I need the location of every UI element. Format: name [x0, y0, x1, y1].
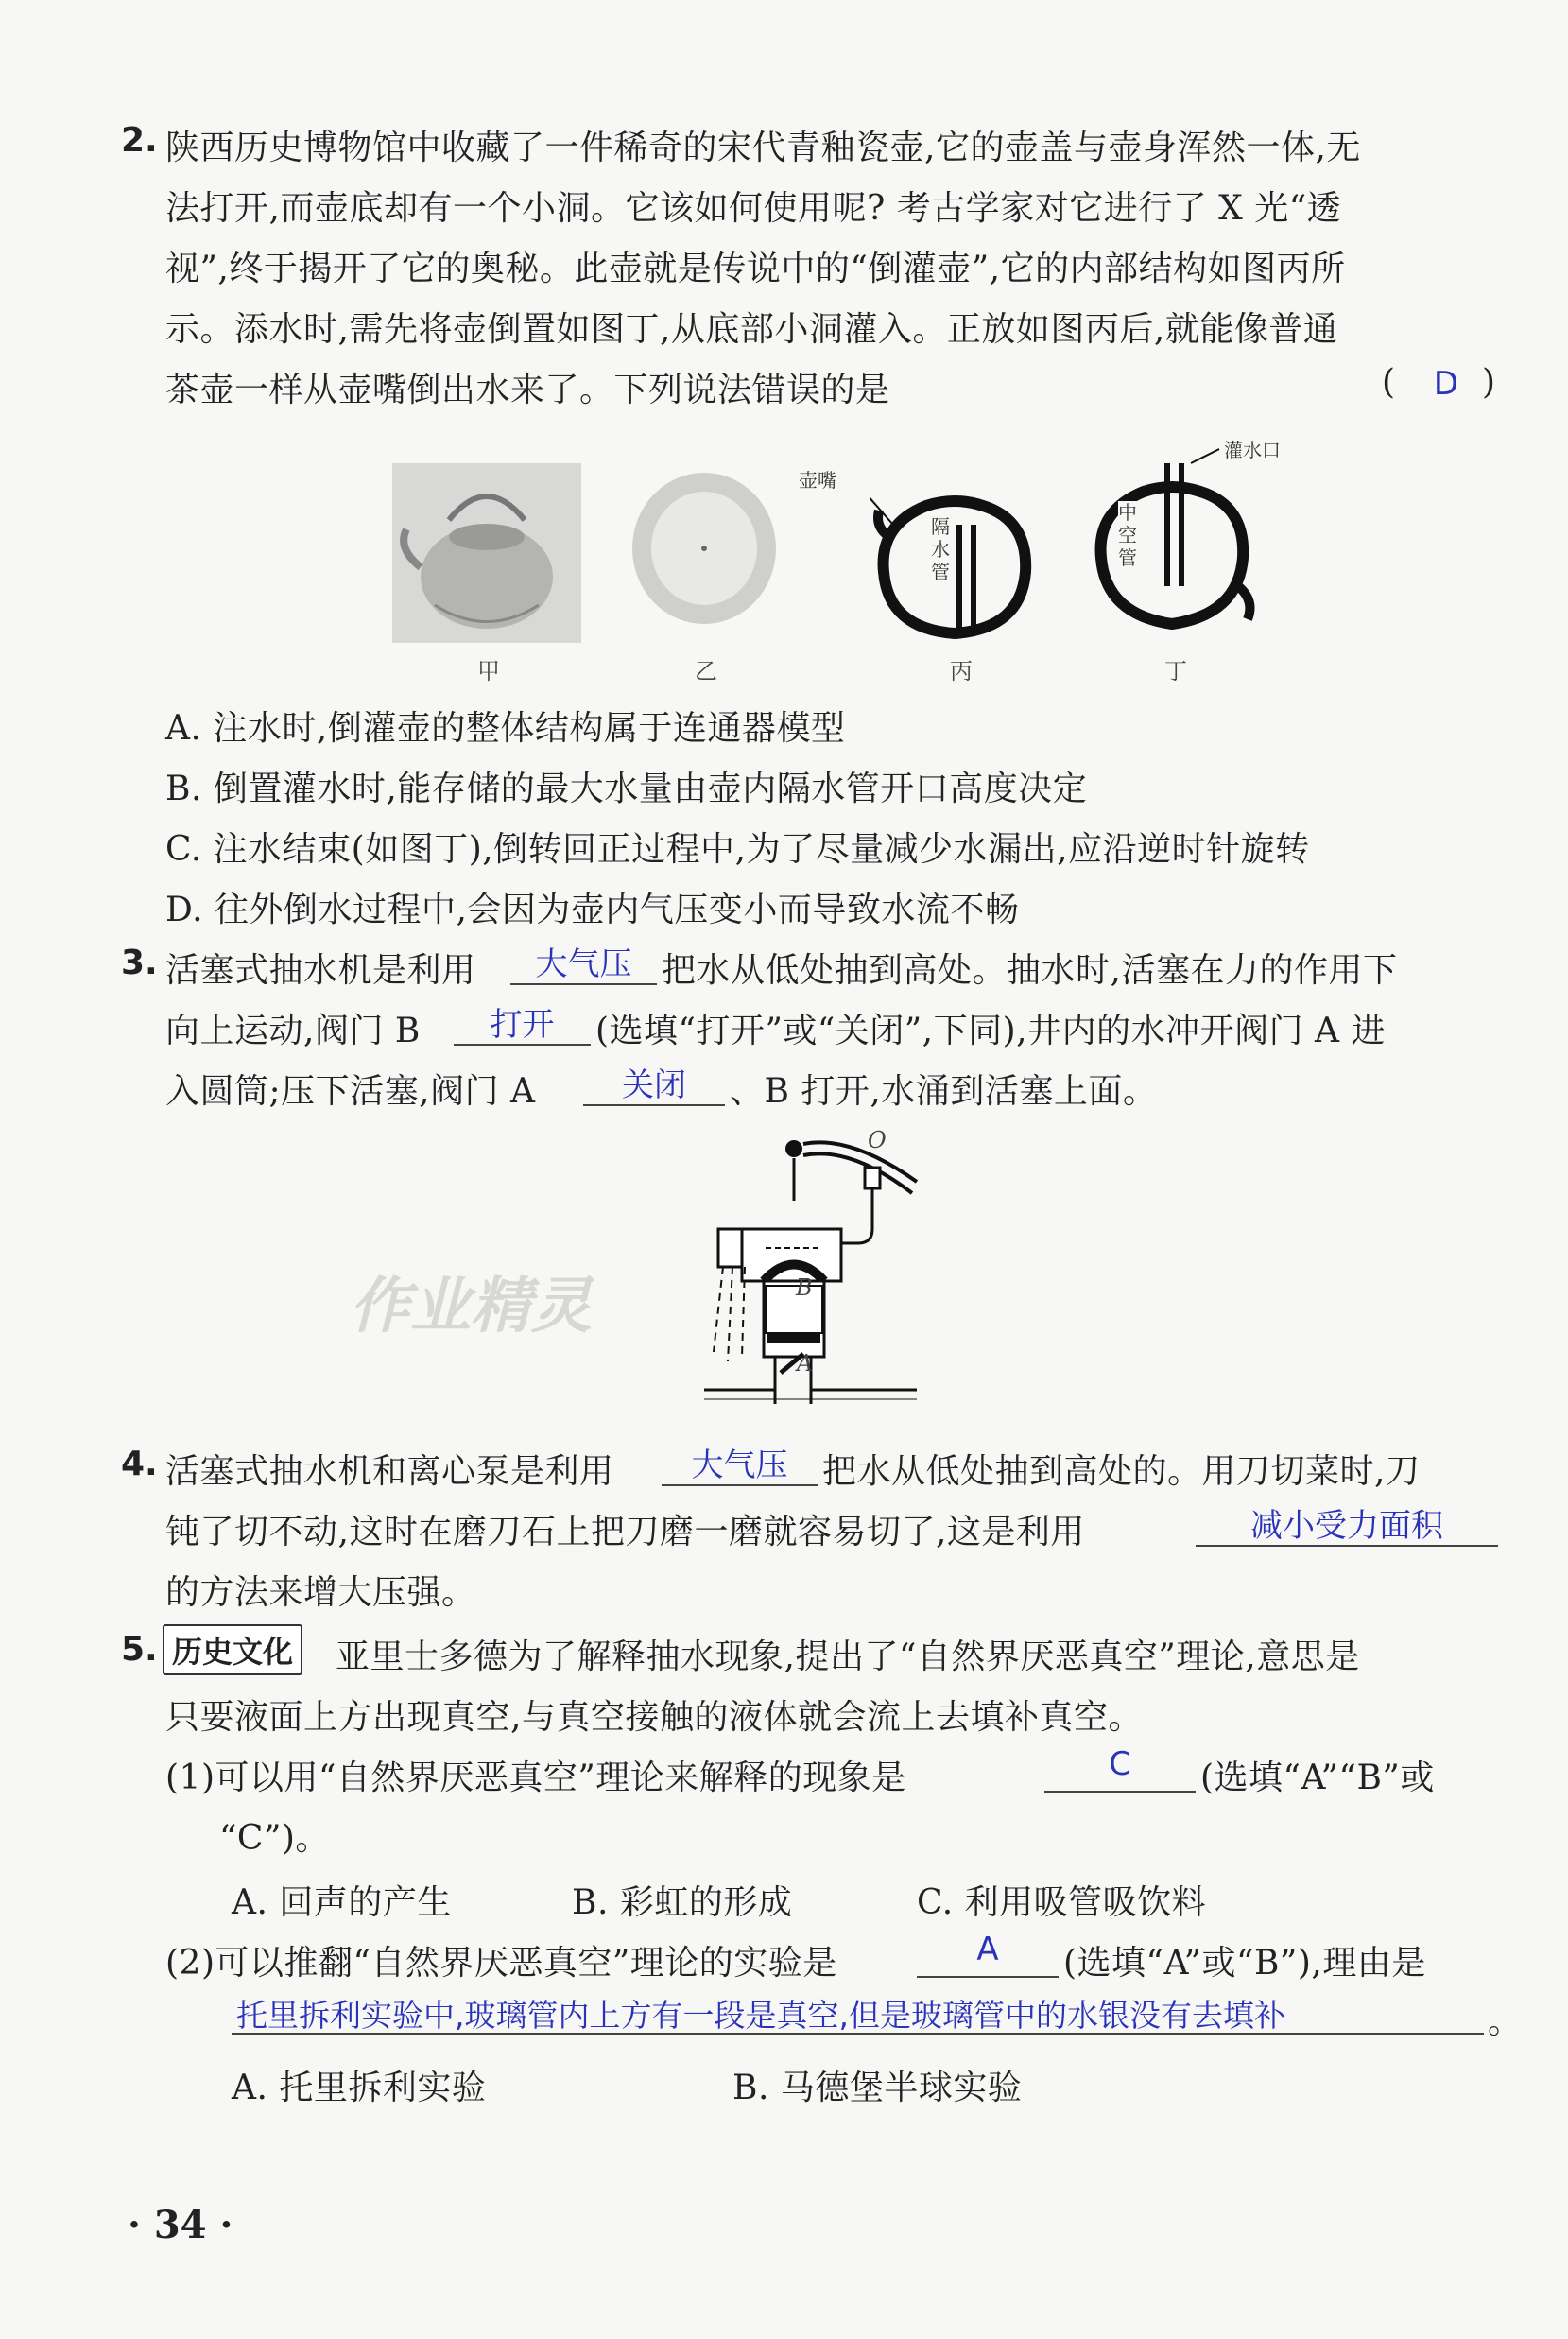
q5-part-2-answer: A — [976, 1931, 999, 1968]
callout-partition: 隔水管 — [931, 515, 950, 583]
q5-part-2-blank — [917, 1976, 1059, 1978]
pump-label-b: B — [796, 1274, 813, 1301]
q5-part-1-option-b: B. 彩虹的形成 — [572, 1883, 793, 1922]
q4-line-1-start: 活塞式抽水机和离心泵是利用 — [165, 1452, 614, 1491]
q3-line-3-start: 入圆筒;压下活塞,阀门 A — [165, 1072, 536, 1111]
q5-part-1-start: (1)可以用“自然界厌恶真空”理论来解释的现象是 — [165, 1759, 906, 1797]
q2-option-b: B. 倒置灌水时,能存储的最大水量由壶内隔水管开口高度决定 — [165, 770, 1088, 808]
q5-part-1-answer: C — [1109, 1745, 1131, 1783]
teapot-bottom-photo-yi — [629, 468, 780, 629]
question-5-number: 5. — [121, 1630, 158, 1669]
page-number: · 34 · — [128, 2203, 233, 2247]
callout-inlet: 灌水口 — [1224, 439, 1281, 461]
figure-label-yi: 乙 — [695, 658, 717, 684]
teapot-photo-jia — [392, 463, 581, 643]
watermark-logo: 作业精灵 — [350, 1272, 592, 1342]
teapot-diagram-bing — [870, 468, 1040, 648]
q5-part-2-end: (选填“A”或“B”),理由是 — [1063, 1944, 1426, 1983]
q5-part-2-option-b: B. 马德堡半球实验 — [732, 2069, 1023, 2107]
question-2-number: 2. — [121, 121, 158, 160]
history-culture-tag: 历史文化 — [163, 1624, 302, 1675]
q5-part-2-start: (2)可以推翻“自然界厌恶真空”理论的实验是 — [165, 1944, 837, 1983]
q4-line-2: 钝了切不动,这时在磨刀石上把刀磨一磨就容易切了,这是利用 — [165, 1513, 1085, 1551]
q3-blank-1 — [510, 983, 657, 985]
q5-line-1: 亚里士多德为了解释抽水现象,提出了“自然界厌恶真空”理论,意思是 — [336, 1637, 1360, 1676]
pump-label-a: A — [797, 1350, 814, 1377]
q2-bracket-close: ) — [1482, 363, 1496, 402]
q4-answer-2: 减小受力面积 — [1250, 1507, 1443, 1545]
callout-hollow-pipe: 中空管 — [1118, 501, 1137, 569]
q2-text-line-5: 茶壶一样从壶嘴倒出水来了。下列说法错误的是 — [165, 371, 890, 409]
q3-line-3-end: 、B 打开,水涌到活塞上面。 — [730, 1072, 1158, 1111]
q2-text-line-4: 示。添水时,需先将壶倒置如图丁,从底部小洞灌入。正放如图丙后,就能像普通 — [165, 310, 1338, 349]
q4-line-3: 的方法来增大压强。 — [165, 1573, 476, 1612]
q4-answer-1: 大气压 — [691, 1447, 788, 1484]
q2-option-a: A. 注水时,倒灌壶的整体结构属于连通器模型 — [165, 709, 846, 748]
q3-answer-2: 打开 — [490, 1006, 555, 1044]
q5-part-1-option-c: C. 利用吸管吸饮料 — [917, 1883, 1207, 1922]
q2-text-line-3: 视”,终于揭开了它的奥秘。此壶就是传说中的“倒灌壶”,它的内部结构如图丙所 — [165, 250, 1346, 288]
q5-part-1-tail: “C”)。 — [219, 1819, 330, 1858]
q5-part-2-reason-line — [232, 2033, 1484, 2035]
figure-label-bing: 丙 — [950, 658, 973, 684]
q2-text-line-1: 陕西历史博物馆中收藏了一件稀奇的宋代青釉瓷壶,它的壶盖与壶身浑然一体,无 — [165, 129, 1361, 167]
q2-answer: D — [1433, 365, 1459, 403]
q3-line-1-end: 把水从低处抽到高处。抽水时,活塞在力的作用下 — [662, 951, 1398, 990]
q4-line-1-end: 把水从低处抽到高处的。用刀切菜时,刀 — [822, 1452, 1421, 1491]
pump-label-o: O — [868, 1127, 887, 1153]
q5-line-2: 只要液面上方出现真空,与真空接触的液体就会流上去填补真空。 — [165, 1698, 1143, 1737]
callout-spout: 壶嘴 — [799, 469, 836, 492]
q5-part-2-period: 。 — [1488, 2002, 1523, 2041]
question-4-number: 4. — [121, 1445, 158, 1483]
q4-blank-2 — [1196, 1545, 1498, 1547]
question-3-number: 3. — [121, 944, 158, 982]
teapot-diagram-ding — [1087, 444, 1257, 643]
q5-part-1-end: (选填“A”“B”或 — [1200, 1759, 1435, 1797]
q3-answer-3: 关闭 — [622, 1066, 686, 1104]
q5-part-1-option-a: A. 回声的产生 — [232, 1883, 452, 1922]
figure-label-ding: 丁 — [1164, 658, 1187, 684]
q2-bracket-open: ( — [1382, 363, 1396, 402]
q3-line-2-start: 向上运动,阀门 B — [165, 1012, 421, 1050]
q3-blank-3 — [583, 1104, 725, 1106]
q4-blank-1 — [662, 1484, 818, 1486]
q2-text-line-2: 法打开,而壶底却有一个小洞。它该如何使用呢? 考古学家对它进行了 X 光“透 — [165, 189, 1342, 228]
q5-part-2-reason: 托里拆利实验中,玻璃管内上方有一段是真空,但是玻璃管中的水银没有去填补 — [236, 1997, 1285, 2034]
q5-part-2-option-a: A. 托里拆利实验 — [232, 2069, 487, 2107]
figure-label-jia: 甲 — [477, 658, 500, 684]
q2-option-c: C. 注水结束(如图丁),倒转回正过程中,为了尽量减少水漏出,应沿逆时针旋转 — [165, 830, 1310, 869]
q3-answer-1: 大气压 — [535, 945, 632, 983]
q5-part-1-blank — [1044, 1791, 1196, 1793]
q3-line-1-start: 活塞式抽水机是利用 — [165, 951, 476, 990]
q2-option-d: D. 往外倒水过程中,会因为壶内气压变小而导致水流不畅 — [165, 891, 1020, 929]
q3-blank-2 — [454, 1044, 591, 1046]
q3-line-2-end: (选填“打开”或“关闭”,下同),井内的水冲开阀门 A 进 — [595, 1012, 1386, 1050]
